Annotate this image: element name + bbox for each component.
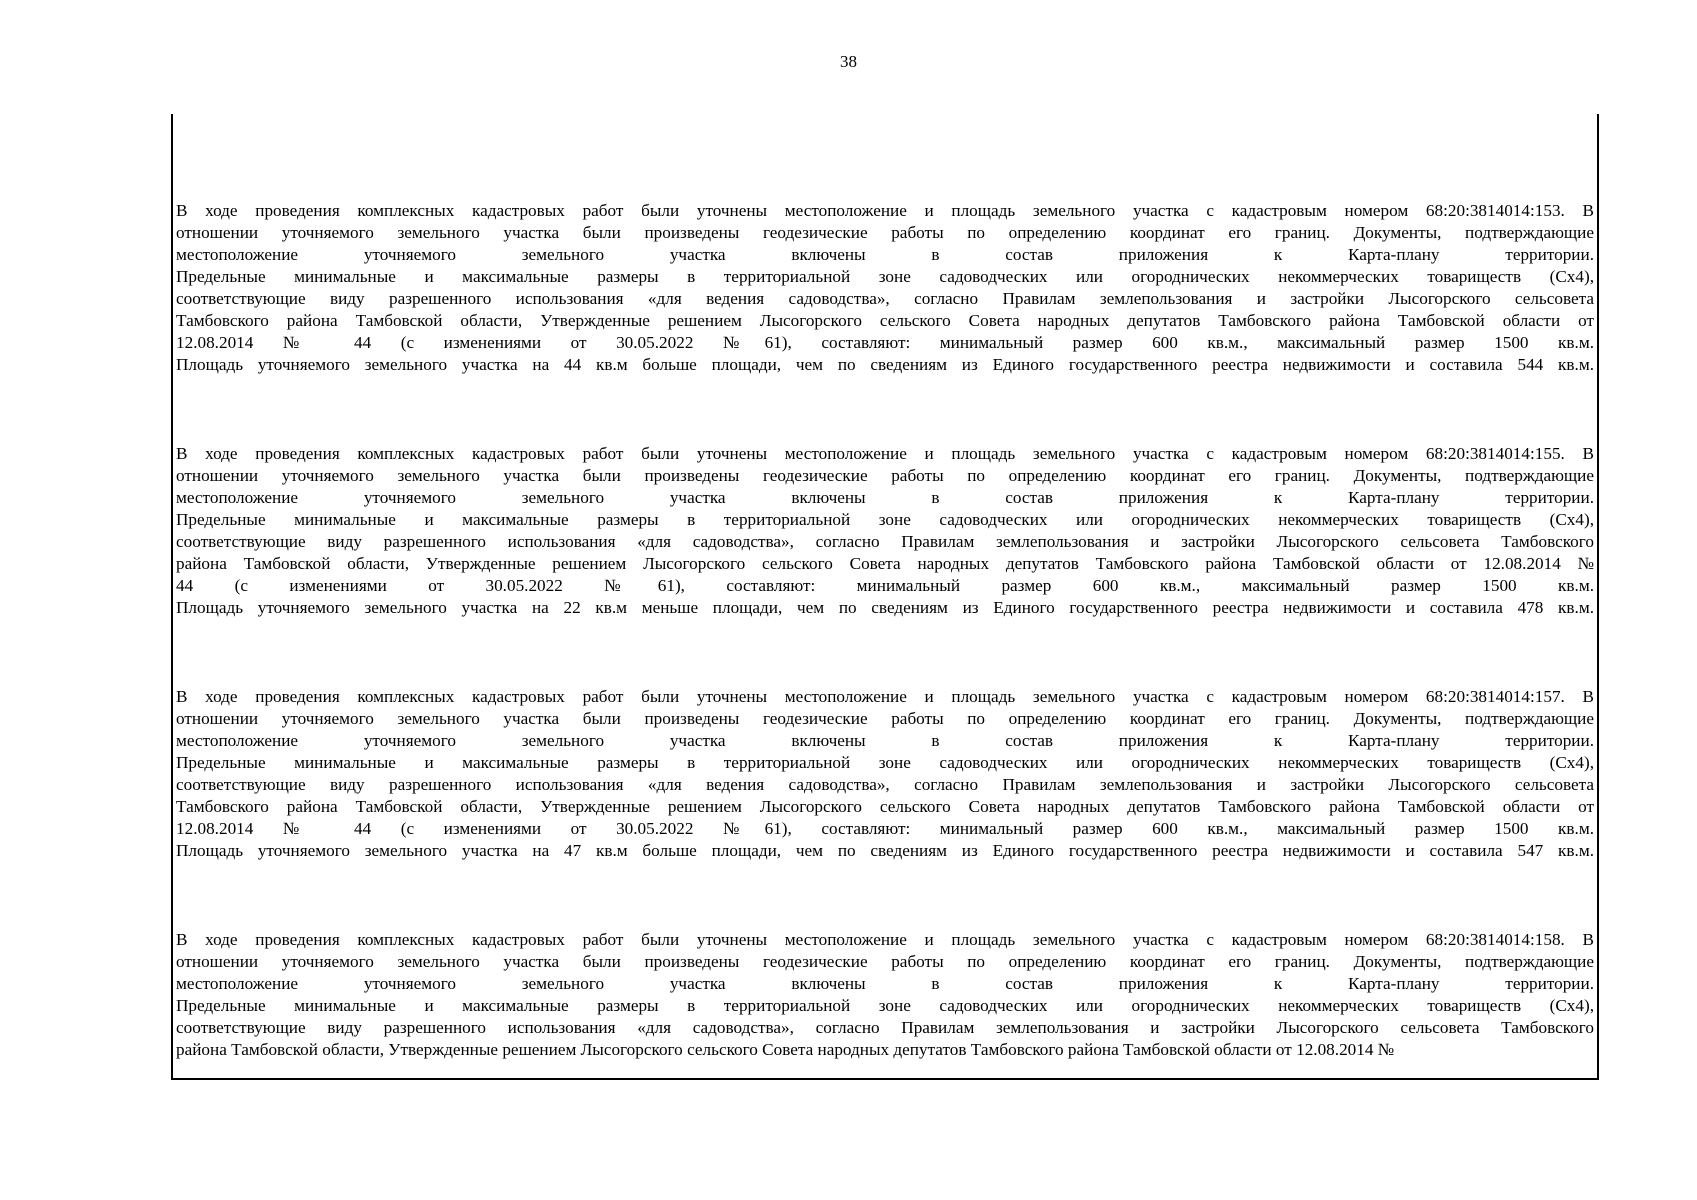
text-line: местоположение уточняемого земельного участка включены в состав приложения к Карта-плану территории.: [176, 488, 1594, 507]
text-line: В ходе проведения комплексных кадастровых работ были уточнены местоположение и площадь земельного участка с кадастровым номером 68:20:3814014:157. В: [176, 687, 1594, 706]
text-line: соответствующие виду разрешенного использования «для ведения садоводства», согласно Правилам землепользования и застройки Лысогорского сельсовета: [176, 775, 1594, 794]
text-line: Площадь уточняемого земельного участка на 44 кв.м больше площади, чем по сведениям из Единого государственного реестра недвижимости и составила 544 кв.м.: [176, 355, 1594, 374]
text-line: 12.08.2014 № 44 (с изменениями от 30.05.2022 №61), составляют: минимальный размер 600 кв.м., максимальный размер 1500 кв.м.: [176, 333, 1594, 352]
text-line: Предельные минимальные и максимальные размеры в территориальной зоне садоводческих или огороднических некоммерческих товариществ (Сх4),: [176, 753, 1594, 772]
text-line: В ходе проведения комплексных кадастровых работ были уточнены местоположение и площадь земельного участка с кадастровым номером 68:20:3814014:155. В: [176, 444, 1594, 463]
text-line: Предельные минимальные и максимальные размеры в территориальной зоне садоводческих или огороднических некоммерческих товариществ (Сх4),: [176, 996, 1594, 1015]
paragraph-parcel-157: [176, 686, 1594, 862]
text-line: 12.08.2014 № 44 (с изменениями от 30.05.2022 №61), составляют: минимальный размер 600 кв.м., максимальный размер 1500 кв.м.: [176, 819, 1594, 838]
text-line: соответствующие виду разрешенного использования «для ведения садоводства», согласно Правилам землепользования и застройки Лысогорского сельсовета: [176, 289, 1594, 308]
text-line: Тамбовского района Тамбовской области, Утвержденные решением Лысогорского сельского Совета народных депутатов Тамбовского района Тамбовской области от: [176, 311, 1594, 330]
text-line: местоположение уточняемого земельного участка включены в состав приложения к Карта-плану территории.: [176, 974, 1594, 993]
text-line: Предельные минимальные и максимальные размеры в территориальной зоне садоводческих или огороднических некоммерческих товариществ (Сх4),: [176, 267, 1594, 286]
text-line: В ходе проведения комплексных кадастровых работ были уточнены местоположение и площадь земельного участка с кадастровым номером 68:20:3814014:153. В: [176, 201, 1594, 220]
text-line: соответствующие виду разрешенного использования «для садоводства», согласно Правилам землепользования и застройки Лысогорского сельсовета Тамбовского: [176, 1018, 1594, 1037]
document-frame: [171, 114, 1599, 1080]
paragraph-parcel-155: [176, 443, 1594, 619]
paragraph-parcel-153: [176, 200, 1594, 376]
text-line: отношении уточняемого земельного участка были произведены геодезические работы по определению координат его границ. Документы, подтверждающие: [176, 709, 1594, 728]
text-line: Площадь уточняемого земельного участка на 22 кв.м меньше площади, чем по сведениям из Единого государственного реестра недвижимости и составила 478 кв.м.: [176, 598, 1594, 617]
text-line: района Тамбовской области, Утвержденные решением Лысогорского сельского Совета народных депутатов Тамбовского района Тамбовской области от 12.08.2014 №: [176, 1040, 1395, 1059]
text-line: местоположение уточняемого земельного участка включены в состав приложения к Карта-плану территории.: [176, 731, 1594, 750]
text-line: соответствующие виду разрешенного использования «для садоводства», согласно Правилам землепользования и застройки Лысогорского сельсовета Тамбовского: [176, 532, 1594, 551]
text-line: местоположение уточняемого земельного участка включены в состав приложения к Карта-плану территории.: [176, 245, 1594, 264]
text-line: 44 (с изменениями от 30.05.2022 №61), составляют: минимальный размер 600 кв.м., максимальный размер 1500 кв.м.: [176, 576, 1594, 595]
text-line: В ходе проведения комплексных кадастровых работ были уточнены местоположение и площадь земельного участка с кадастровым номером 68:20:3814014:158. В: [176, 930, 1594, 949]
paragraph-parcel-158: [176, 929, 1594, 1061]
text-line: отношении уточняемого земельного участка были произведены геодезические работы по определению координат его границ. Документы, подтверждающие: [176, 466, 1594, 485]
text-line: района Тамбовской области, Утвержденные решением Лысогорского сельского Совета народных депутатов Тамбовского района Тамбовской области от 12.08.2014 №: [176, 554, 1594, 573]
text-line: Тамбовского района Тамбовской области, Утвержденные решением Лысогорского сельского Совета народных депутатов Тамбовского района Тамбовской области от: [176, 797, 1594, 816]
text-line: отношении уточняемого земельного участка были произведены геодезические работы по определению координат его границ. Документы, подтверждающие: [176, 223, 1594, 242]
text-line: Площадь уточняемого земельного участка на 47 кв.м больше площади, чем по сведениям из Единого государственного реестра недвижимости и составила 547 кв.м.: [176, 841, 1594, 860]
text-line: Предельные минимальные и максимальные размеры в территориальной зоне садоводческих или огороднических некоммерческих товариществ (Сх4),: [176, 510, 1594, 529]
text-line: отношении уточняемого земельного участка были произведены геодезические работы по определению координат его границ. Документы, подтверждающие: [176, 952, 1594, 971]
page-number: 38: [840, 52, 857, 71]
